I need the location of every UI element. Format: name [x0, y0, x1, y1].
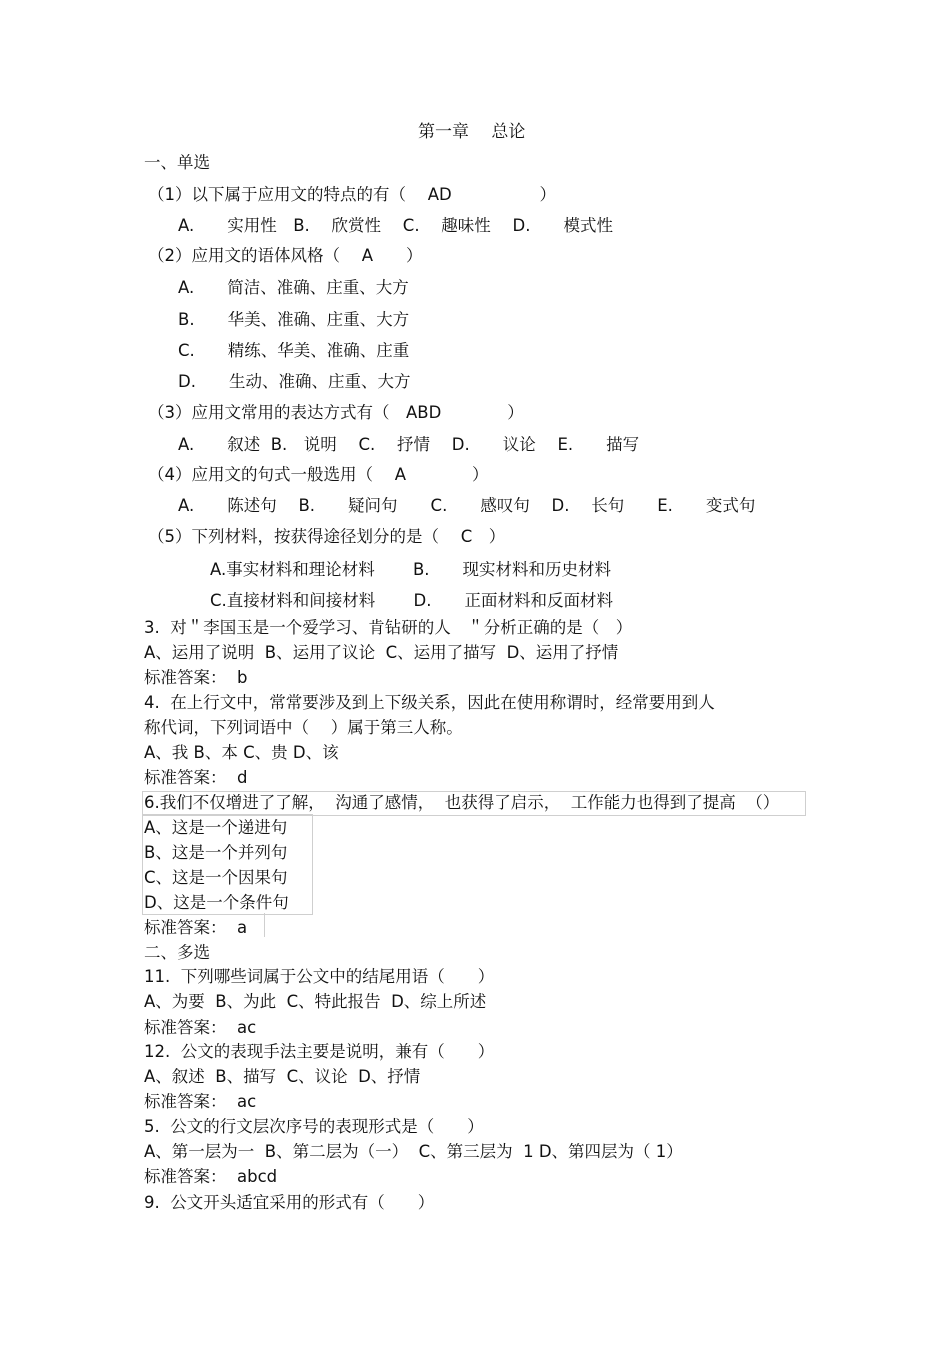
question-1-stem: （1）以下属于应用文的特点的有（ AD ）: [148, 185, 556, 204]
question-5b-answer: 标准答案： abcd: [144, 1167, 278, 1186]
question-2-option-a: A. 简洁、准确、庄重、大方: [178, 278, 409, 297]
question-11-options: A、为要 B、为此 C、特此报告 D、综上所述: [144, 992, 487, 1011]
question-3-options: A. 叙述 B. 说明 C. 抒情 D. 议论 E. 描写: [178, 435, 640, 454]
question-5-options-row-2: C.直接材料和间接材料 D. 正面材料和反面材料: [210, 591, 613, 610]
question-3b-options: A、运用了说明 B、运用了议论 C、运用了描写 D、运用了抒情: [144, 643, 619, 662]
question-6-answer: 标准答案： a: [144, 918, 248, 937]
question-12-answer: 标准答案： ac: [144, 1092, 257, 1111]
question-4-options: A. 陈述句 B. 疑问句 C. 感叹句 D. 长句 E. 变式句: [178, 496, 756, 515]
question-2-stem: （2）应用文的语体风格（ A ）: [148, 246, 423, 265]
question-11-stem: 11. 下列哪些词属于公文中的结尾用语（ ）: [144, 967, 495, 986]
question-6-option-a: A、这是一个递进句: [144, 818, 288, 837]
question-3b-answer: 标准答案： b: [144, 668, 248, 687]
question-4-stem: （4）应用文的句式一般选用（ A ）: [148, 465, 489, 484]
question-2-option-d: D. 生动、准确、庄重、大方: [178, 372, 411, 391]
section-heading-single-choice: 一、单选: [144, 153, 210, 172]
question-2-option-c: C. 精练、华美、准确、庄重: [178, 341, 410, 360]
question-6-option-c: C、这是一个因果句: [144, 868, 288, 887]
question-2-option-b: B. 华美、准确、庄重、大方: [178, 310, 410, 329]
question-6-stem: 6.我们不仅增进了了解， 沟通了感情， 也获得了启示， 工作能力也得到了提高 （）: [144, 793, 780, 812]
question-3-stem: （3）应用文常用的表达方式有（ ABD ）: [148, 403, 524, 422]
question-9-stem: 9. 公文开头适宜采用的形式有（ ）: [144, 1193, 435, 1212]
question-4b-stem-line-1: 4. 在上行文中，常常要涉及到上下级关系，因此在使用称谓时，经常要用到人: [144, 693, 715, 712]
chapter-title: 第一章 总论: [418, 122, 526, 142]
question-1-options: A. 实用性 B. 欣赏性 C. 趣味性 D. 模式性: [178, 216, 614, 235]
question-6-option-d: D、这是一个条件句: [144, 893, 289, 912]
question-5b-stem: 5. 公文的行文层次序号的表现形式是（ ）: [144, 1117, 484, 1136]
question-5-options-row-1: A.事实材料和理论材料 B. 现实材料和历史材料: [210, 560, 612, 579]
question-5-stem: （5）下列材料，按获得途径划分的是（ C ）: [148, 527, 506, 546]
question-12-stem: 12. 公文的表现手法主要是说明，兼有（ ）: [144, 1042, 495, 1061]
question-4b-answer: 标准答案： d: [144, 768, 248, 787]
question-6-option-b: B、这是一个并列句: [144, 843, 288, 862]
question-4b-stem-line-2: 称代词，下列词语中（ ）属于第三人称。: [144, 718, 463, 737]
question-5b-options: A、第一层为一 B、第二层为（一） C、第三层为 1 D、第四层为（ 1）: [144, 1142, 683, 1161]
question-12-options: A、叙述 B、描写 C、议论 D、抒情: [144, 1067, 421, 1086]
section-heading-multiple-choice: 二、多选: [144, 943, 210, 962]
question-11-answer: 标准答案： ac: [144, 1018, 257, 1037]
question-4b-options: A、我 B、本 C、贵 D、该: [144, 743, 339, 762]
question-3b-stem: 3. 对＂李国玉是一个爱学习、肯钻研的人 ＂分析正确的是（ ）: [144, 618, 633, 637]
